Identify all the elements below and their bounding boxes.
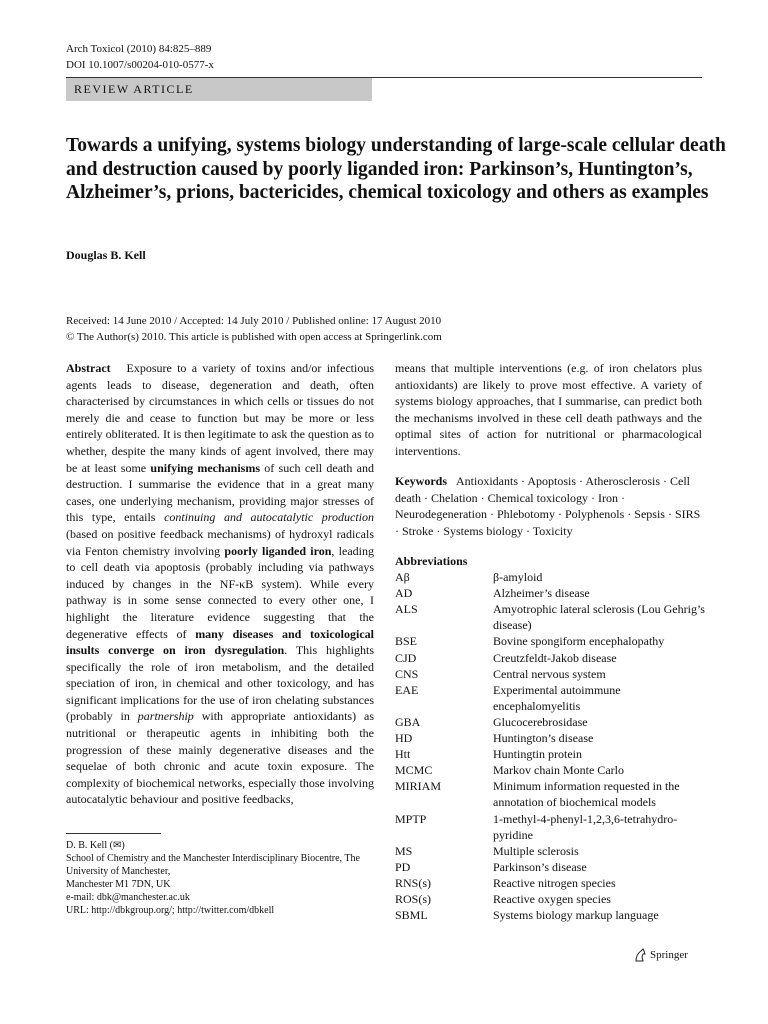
abbreviation-term: EAE: [395, 682, 419, 697]
citation: Arch Toxicol (2010) 84:825–889: [66, 43, 212, 55]
abbreviation-definition: Reactive nitrogen species: [493, 875, 616, 890]
abstract: [66, 360, 374, 808]
abbreviation-term: SBML: [395, 908, 428, 923]
publisher-name: Springer: [650, 949, 688, 961]
abstract-label: Abstract: [66, 361, 111, 375]
abstract-bold: unifying mechanisms: [150, 460, 261, 475]
abbreviation-term: Htt: [395, 747, 411, 762]
abbreviation-definition: Central nervous system: [493, 666, 606, 681]
corresponding-author: [66, 839, 366, 852]
article-type-band: [66, 78, 372, 101]
abbreviation-row: [395, 778, 715, 810]
abbreviation-term: AD: [395, 586, 413, 601]
abstract-text: of such cell death and destruction. I summarise the evidence that in a great many cases, one underlying mechanism, providing major stresses of this type, entails: [66, 460, 374, 525]
abbreviation-definition: Bovine spongiform encephalopathy: [493, 634, 665, 649]
abbreviation-row: [395, 714, 715, 730]
abbreviation-definition: Multiple sclerosis: [493, 843, 579, 858]
abbreviation-definition: Glucocerebrosidase: [493, 714, 588, 729]
abbreviations-list: [395, 569, 715, 923]
address: Manchester M1 7DN, UK: [66, 879, 171, 890]
abbreviation-term: HD: [395, 731, 413, 746]
abbreviation-term: ROS(s): [395, 891, 432, 906]
publication-info: [66, 313, 442, 345]
abbreviations: [395, 553, 715, 923]
envelope-icon: ✉: [112, 840, 122, 851]
abbreviation-definition: Minimum information requested in the annotation of biochemical models: [493, 779, 680, 810]
doi: DOI 10.1007/s00204-010-0577-x: [66, 59, 214, 71]
keywords-label: Keywords: [395, 474, 447, 488]
abbreviation-row: [395, 843, 715, 859]
abbreviation-definition: Creutzfeldt-Jakob disease: [493, 650, 617, 665]
abbreviation-definition: Alzheimer’s disease: [493, 586, 590, 601]
abbreviation-row: [395, 730, 715, 746]
abstract-text: Exposure to a variety of toxins and/or infectious agents leads to disease, degeneration and death, often characterised by circumstances in which cells or tissues do not merely die and cease to function but may be more or less entirely obliterated. It is then legitimate to ask the question as to whether, despite the many kinds of agent involved, there may be at least some: [66, 361, 375, 475]
abbreviation-row: [395, 891, 715, 907]
abbreviation-row: [395, 650, 715, 666]
abbreviation-definition: Systems biology markup language: [493, 908, 659, 923]
copyright: © The Author(s) 2010. This article is published with open access at Springerlink.com: [66, 331, 442, 343]
abbreviation-term: Aβ: [395, 570, 410, 585]
abbreviation-definition: Huntington’s disease: [493, 731, 594, 746]
abbreviation-definition: Reactive oxygen species: [493, 891, 611, 906]
abbreviation-term: MIRIAM: [395, 779, 442, 794]
abstract-continuation: means that multiple interventions (e.g. of iron chelators plus antioxidants) are likely to prove most effective. A variety of systems biology approaches, that I summarise, can predict both the mechanisms involved in these cell death pathways and the optimal sites of action for nutritional or pharmacological interventions.: [395, 361, 702, 458]
email[interactable]: e-mail: dbk@manchester.ac.uk: [66, 892, 190, 903]
abbreviation-row: [395, 859, 715, 875]
dates: Received: 14 June 2010 / Accepted: 14 July 2010 / Published online: 17 August 2010: [66, 315, 442, 327]
abbreviation-definition: Markov chain Monte Carlo: [493, 763, 624, 778]
abbreviations-heading: Abbreviations: [395, 554, 468, 568]
abbreviation-row: [395, 666, 715, 682]
article-title: Towards a unifying, systems biology understanding of large-scale cellular death and destruction caused by poorly liganded iron: Parkinson’s, Huntington’s, Alzheimer’s, prions, bactericides, chemical toxicology and others as examples: [66, 135, 726, 203]
abbreviation-term: MS: [395, 843, 413, 858]
abbreviation-term: PD: [395, 859, 411, 874]
abbreviation-row: [395, 907, 715, 923]
keywords: [395, 473, 702, 539]
abbreviation-row: [395, 682, 715, 714]
author-name: D. B. Kell (: [66, 840, 113, 851]
abstract-text: . This highlights specifically the role of iron metabolism, and the detailed speciation of iron, in chemical and other toxicology, and has significant implications for the use of iron chelating substances (probably in: [66, 643, 374, 724]
abbreviation-row: [395, 875, 715, 891]
abstract-italic: partnership: [137, 709, 194, 724]
abbreviation-row: [395, 633, 715, 649]
abstract-text: (based on positive feedback mechanisms) of hydroxyl radicals via Fenton chemistry involving: [66, 526, 374, 558]
abstract-text: , leading to cell death via apoptosis (probably including via pathways induced by changes in the NF-κB system). While every pathway is in some sense connected to every other one, I highlight the literature evidence suggesting that the degenerative effects of: [66, 543, 374, 641]
abbreviation-term: BSE: [395, 634, 418, 649]
abbreviation-term: CNS: [395, 666, 419, 681]
abbreviation-definition: Amyotrophic lateral sclerosis (Lou Gehrig’s disease): [493, 602, 705, 633]
abbreviation-term: GBA: [395, 714, 421, 729]
abbreviation-definition: Huntingtin protein: [493, 747, 582, 762]
abbreviation-row: [395, 601, 715, 633]
keywords-text: Antioxidants · Apoptosis · Atherosclerosis · Cell death · Chelation · Chemical toxicology · Iron · Neurodegeneration · Phlebotomy · Polyphenols · Sepsis · SIRS · Stroke · Systems biology · Toxicity: [395, 474, 701, 538]
abbreviation-term: MCMC: [395, 763, 433, 778]
abstract-bold: poorly liganded iron: [224, 543, 332, 558]
abbreviation-row: [395, 762, 715, 778]
department: School of Chemistry and the Manchester Interdisciplinary Biocentre, The University of Manchester,: [66, 853, 360, 877]
affiliation: [66, 839, 366, 917]
publisher-mark: [634, 948, 688, 962]
abbreviation-definition: β-amyloid: [493, 570, 543, 585]
url[interactable]: URL: http://dbkgroup.org/; http://twitter.com/dbkell: [66, 905, 275, 916]
abbreviation-row: [395, 746, 715, 762]
abbreviation-definition: Experimental autoimmune encephalomyelitis: [493, 682, 621, 713]
journal-header: [66, 41, 214, 73]
author: Douglas B. Kell: [66, 248, 146, 262]
abbreviation-definition: Parkinson’s disease: [493, 859, 587, 874]
abbreviation-row: [395, 569, 715, 585]
abbreviation-term: RNS(s): [395, 875, 432, 890]
abbreviation-term: CJD: [395, 650, 417, 665]
footnote-rule: [66, 833, 161, 834]
article-type: REVIEW ARTICLE: [74, 82, 194, 96]
abstract-bold: many diseases and toxicological insults converge on iron dysregulation: [66, 626, 374, 658]
abbreviation-term: MPTP: [395, 811, 427, 826]
abbreviation-term: ALS: [395, 602, 418, 617]
abbreviation-row: [395, 811, 715, 843]
springer-horse-icon: [634, 948, 646, 962]
abstract-text: with appropriate antioxidants) as nutritional or therapeutic agents in inhibiting both the progression of these mainly degenerative diseases and the sequelae of both chronic and acute toxin exposure. The complexity of biochemical networks, especially those involving autocatalytic behaviour and positive feedbacks,: [66, 709, 374, 807]
author-name-close: ): [121, 840, 125, 851]
abbreviation-definition: 1-methyl-4-phenyl-1,2,3,6-tetrahydro-pyridine: [493, 811, 678, 842]
abbreviation-row: [395, 585, 715, 601]
abstract-italic: continuing and autocatalytic production: [164, 510, 374, 525]
